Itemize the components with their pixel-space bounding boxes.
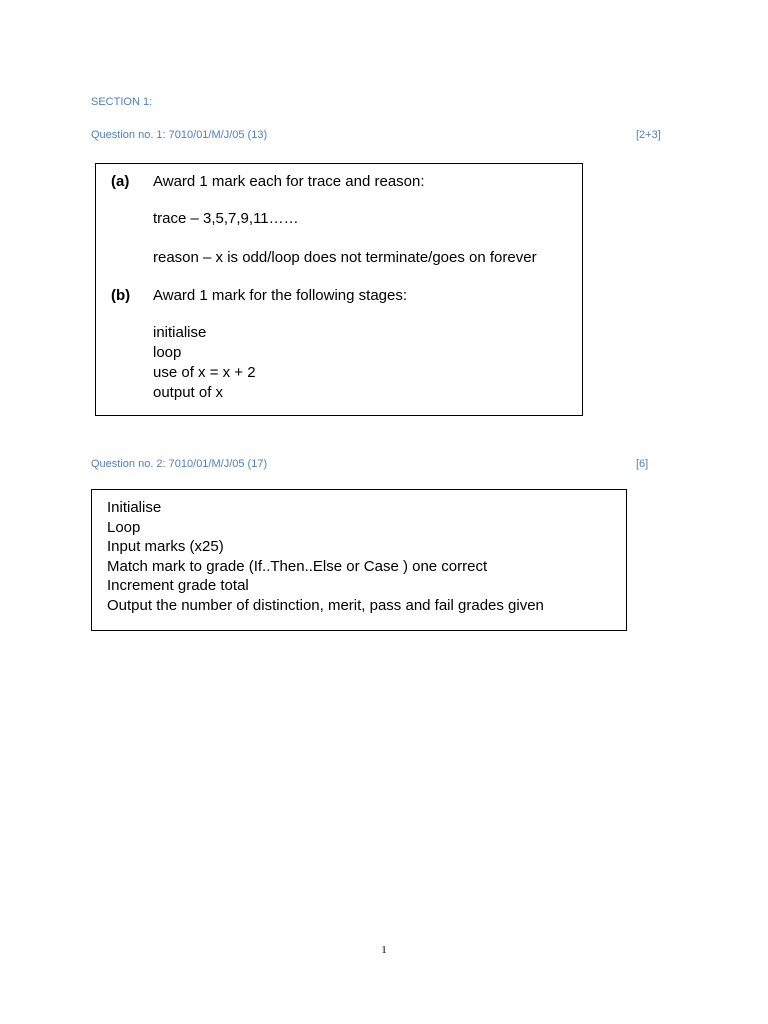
question-2-line: Loop — [107, 519, 141, 536]
part-a-reason: reason – x is odd/loop does not terminate/goes on forever — [153, 249, 537, 266]
question-1-answer-box — [95, 163, 583, 416]
question-2-line: Increment grade total — [107, 577, 249, 594]
part-b-label: (b) — [111, 287, 131, 304]
question-2-title: Question no. 2: 7010/01/M/J/05 (17) — [91, 458, 268, 470]
part-a-trace: trace – 3,5,7,9,11…… — [153, 210, 299, 227]
question-2-line: Initialise — [107, 499, 162, 516]
question-2-line: Output the number of distinction, merit, pass and fail grades given — [107, 597, 544, 614]
question-2-marks: [6] — [636, 458, 649, 470]
part-b-stage: initialise — [153, 324, 207, 341]
part-a-label: (a) — [111, 173, 130, 190]
part-a-intro: Award 1 mark each for trace and reason: — [153, 173, 425, 190]
part-b-stage: loop — [153, 344, 182, 361]
question-1-marks: [2+3] — [636, 129, 661, 141]
part-b-stage: output of x — [153, 384, 224, 401]
part-b-intro: Award 1 mark for the following stages: — [153, 287, 408, 304]
section-title: SECTION 1: — [91, 96, 153, 108]
question-2-answer-box — [91, 489, 627, 631]
page-number: 1 — [381, 944, 387, 956]
question-1-title: Question no. 1: 7010/01/M/J/05 (13) — [91, 129, 268, 141]
part-b-stage: use of x = x + 2 — [153, 364, 256, 381]
question-2-line: Input marks (x25) — [107, 538, 224, 555]
question-2-line: Match mark to grade (If..Then..Else or Case ) one correct — [107, 558, 488, 575]
